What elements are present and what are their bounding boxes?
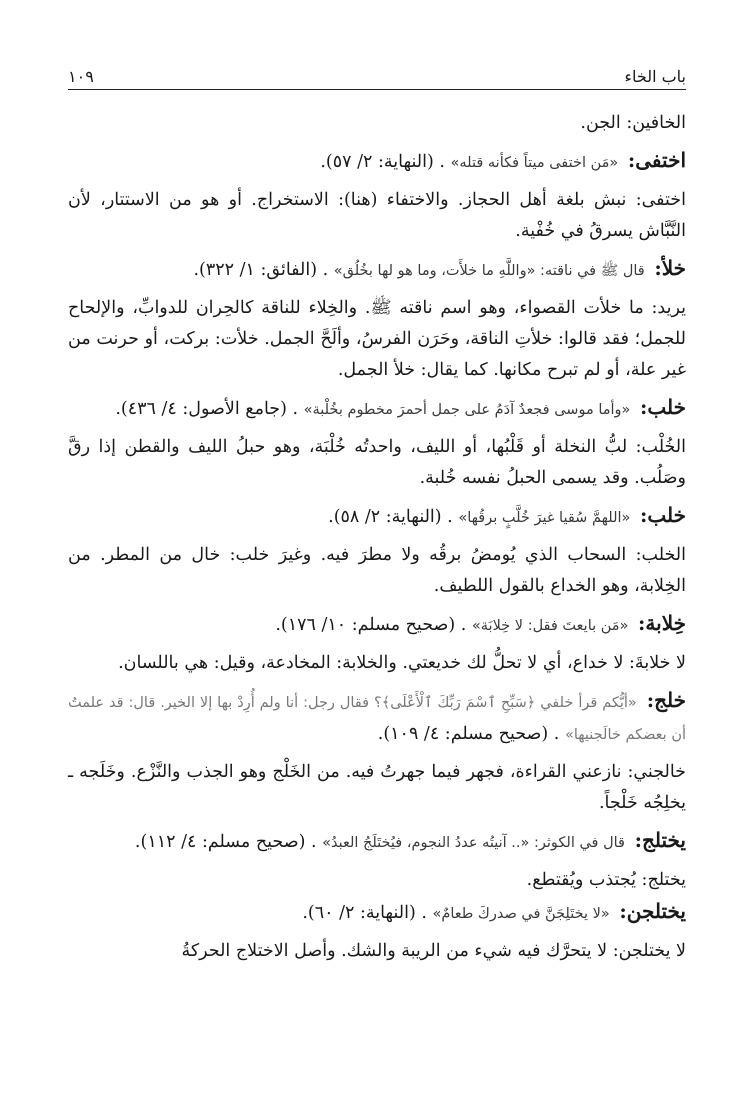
- entry-headword: يختلجن:: [619, 899, 686, 923]
- hadith-source: . (صحيح مسلم: ٤/ ١١٢).: [134, 832, 317, 852]
- entry-headword: اختفى:: [627, 148, 686, 172]
- hadith-source: . (جامع الأصول: ٤/ ٤٣٦).: [115, 399, 299, 419]
- hadith-source: . (صحيح مسلم: ١٠/ ١٧٦).: [275, 615, 467, 635]
- hadith-quote: قال في الكوثر: «.. آنيتُه عددُ النجوم، فيُختَلَجُ العبدُ»: [322, 835, 625, 851]
- page-number: ١٠٩: [68, 67, 94, 86]
- hadith-source: . (صحيح مسلم: ٤/ ١٠٩).: [377, 724, 560, 744]
- paragraph: الخلب: السحاب الذي يُومضُ برقُه ولا مطرَ فيه. وغيرَ خلب: خال من المطر. من الخِلابة، وهو الخداع بالقول اللطيف.: [68, 545, 686, 596]
- hadith-source: . (النهاية: ٢/ ٥٨).: [328, 507, 453, 527]
- paragraph: الخُلْب: لبُّ النخلة أو قَلْبُها، أو الليف، واحدتُه خُلْبَة، وهو حبلُ الليف والقطن إذا رقَّ وصَلُب. وقد يسمى الحبلُ نفسه خُلبة.: [68, 437, 686, 488]
- dictionary-entry: [68, 145, 686, 179]
- entry-headword: خلأ:: [654, 256, 686, 280]
- dictionary-entry: [68, 392, 686, 426]
- entry-headword: خلب:: [639, 395, 686, 419]
- dictionary-entry: [68, 253, 686, 287]
- hadith-source: . (النهاية: ٢/ ٥٧).: [320, 152, 445, 172]
- hadith-quote: «أيُّكم قرأ خلفي ﴿سَبِّحِ ٱسْمَ رَبِّكَ ٱلْأَعْلَى﴾؟ فقال رجل: أنا ولم أُرِدْ بها إلا الخير. قال: قد علمتُ أن بعضكم خالَجنيها»: [68, 695, 686, 743]
- hadith-quote: «مَن اختفى ميتاً فكأنه قتله»: [450, 155, 619, 171]
- hadith-quote: قال ﷺ في ناقته: «واللَّهِ ما خلأَت، وما هو لها بخُلُق»: [333, 263, 645, 279]
- paragraph: الخافين: الجن.: [580, 113, 686, 133]
- dictionary-entry: [68, 500, 686, 534]
- hadith-quote: «مَن بايعتَ فقل: لا خِلابَة»: [471, 618, 629, 634]
- dictionary-entry: [68, 896, 686, 930]
- paragraph: يريد: ما خلأت القصواء، وهو اسم ناقته ﷺ. والخِلاء للناقة كالحِران للدوابِّ، والإلحاح للجمل؛ فقد قالوا: خلأتِ الناقة، وحَرَن الفرسُ، وألَحَّ الجمل. خلأت: بركت، أو حرنت من غير علة، أو لم تبرح مكانها. كما يقال: خلأ الجمل.: [68, 298, 686, 380]
- entry-headword: خلب:: [639, 503, 686, 527]
- entry-headword: خِلابة:: [638, 611, 686, 635]
- dictionary-entry: [68, 608, 686, 642]
- paragraph: لا يختلجن: لا يتحرَّك فيه شيء من الريبة والشك. وأصل الاختلاج الحركةُ: [181, 941, 686, 961]
- paragraph: اختفى: نبش بلغة أهل الحجاز. والاختفاء (هنا): الاستخراج. أو هو من الاستتار، لأن النَّبَّاش يسرقُ في خُفْية.: [68, 190, 686, 241]
- section-title: باب الخاء: [624, 67, 686, 86]
- paragraph: خالجني: نازعني القراءة، فجهر فيما جهرتُ فيه. من الخَلْج وهو الجذب والنَّزْع. وخَلَجه ـ يخلِجُه خَلْجاً.: [68, 762, 686, 813]
- paragraph: يختلج: يُجتذب ويُقتطع.: [526, 870, 686, 890]
- hadith-quote: «اللهمَّ سُقيا غيرَ خُلَّبٍ برقُها»: [458, 510, 631, 526]
- dictionary-entry: [68, 825, 686, 859]
- header-rule: [68, 89, 686, 90]
- running-header: [68, 56, 686, 86]
- entry-headword: خلج:: [646, 688, 686, 712]
- dictionary-entry: [68, 685, 686, 751]
- hadith-quote: «وأما موسى فجعدٌ آدَمُ على جمل أحمرَ مخطوم بخُلْبة»: [303, 402, 631, 418]
- hadith-source: . (النهاية: ٢/ ٦٠).: [302, 903, 427, 923]
- entry-headword: يختلج:: [634, 828, 686, 852]
- paragraph: لا خلابةَ: لا خداع، أي لا تحلُّ لك خديعتي. والخلابة: المخادعة، وقيل: هي باللسان.: [118, 653, 686, 673]
- page-body: [68, 108, 686, 967]
- hadith-quote: «لا يختَلِجَنَّ في صدركَ طعامٌ»: [432, 906, 610, 922]
- hadith-source: . (الفائق: ١/ ٣٢٢).: [193, 260, 329, 280]
